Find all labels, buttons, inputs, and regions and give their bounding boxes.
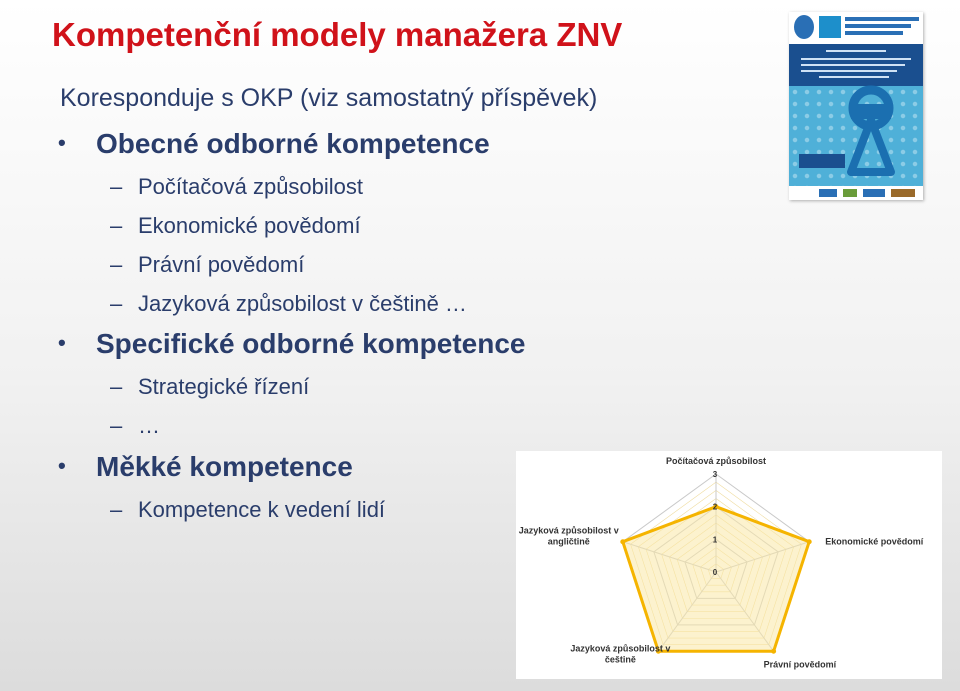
radar-axis-label: Jazyková způsobilost v angličtině xyxy=(518,525,619,547)
list-item-text: Jazyková způsobilost v češtině … xyxy=(138,291,467,316)
radar-axis-label: Právní povědomí xyxy=(763,659,837,670)
list-item-text: Kompetence k vedení lidí xyxy=(138,497,386,522)
list-item xyxy=(110,174,363,200)
dash-icon: – xyxy=(110,213,123,238)
radar-chart-svg xyxy=(516,451,942,679)
radar-axis-label: Počítačová způsobilost xyxy=(665,456,767,466)
radar-data-point xyxy=(771,649,776,654)
booklet-cover-image xyxy=(789,12,923,200)
radar-axis-label: Jazyková způsobilost v češtině xyxy=(570,643,671,665)
list-item-text: … xyxy=(138,413,160,438)
keyhole-icon xyxy=(789,12,923,200)
bullet-text: Obecné odborné kompetence xyxy=(96,128,490,159)
list-item-text: Strategické řízení xyxy=(138,374,310,399)
list-item xyxy=(110,252,304,278)
bullet-text: Měkké kompetence xyxy=(96,451,353,482)
list-item-text: Právní povědomí xyxy=(138,252,305,277)
radar-chart xyxy=(516,451,942,679)
radar-tick-label: 2 xyxy=(712,502,718,512)
list-item-text: Ekonomické povědomí xyxy=(138,213,361,238)
radar-tick-label: 3 xyxy=(712,470,718,479)
bullet-text: Specifické odborné kompetence xyxy=(96,328,526,359)
dash-icon: – xyxy=(110,413,123,438)
radar-series-polygon xyxy=(623,507,809,652)
dash-icon: – xyxy=(110,374,123,399)
bullet-specific-competences xyxy=(58,328,525,360)
list-item xyxy=(110,413,160,439)
dash-icon: – xyxy=(110,497,123,522)
list-item xyxy=(110,291,467,317)
bullet-icon: • xyxy=(58,130,66,155)
cover-partner-logos xyxy=(789,186,923,200)
radar-data-point xyxy=(620,539,625,544)
dash-icon: – xyxy=(110,291,123,316)
radar-tick-label: 1 xyxy=(712,535,718,545)
bullet-general-competences xyxy=(58,128,490,160)
intro-line: Koresponduje s OKP (viz samostatný příspěvek) xyxy=(60,84,598,112)
bullet-icon: • xyxy=(58,330,66,355)
list-item xyxy=(110,497,385,523)
radar-tick-label: 0 xyxy=(712,568,718,577)
list-item xyxy=(110,374,309,400)
list-item-text: Počítačová způsobilost xyxy=(138,174,364,199)
dash-icon: – xyxy=(110,252,123,277)
radar-axis-label: Ekonomické povědomí xyxy=(825,536,924,547)
bullet-soft-competences xyxy=(58,451,353,483)
dash-icon: – xyxy=(110,174,123,199)
radar-data-point xyxy=(807,539,812,544)
bullet-icon: • xyxy=(58,453,66,478)
cover-date-block xyxy=(799,154,845,168)
slide-title: Kompetenční modely manažera ZNV xyxy=(52,16,623,53)
list-item xyxy=(110,213,361,239)
